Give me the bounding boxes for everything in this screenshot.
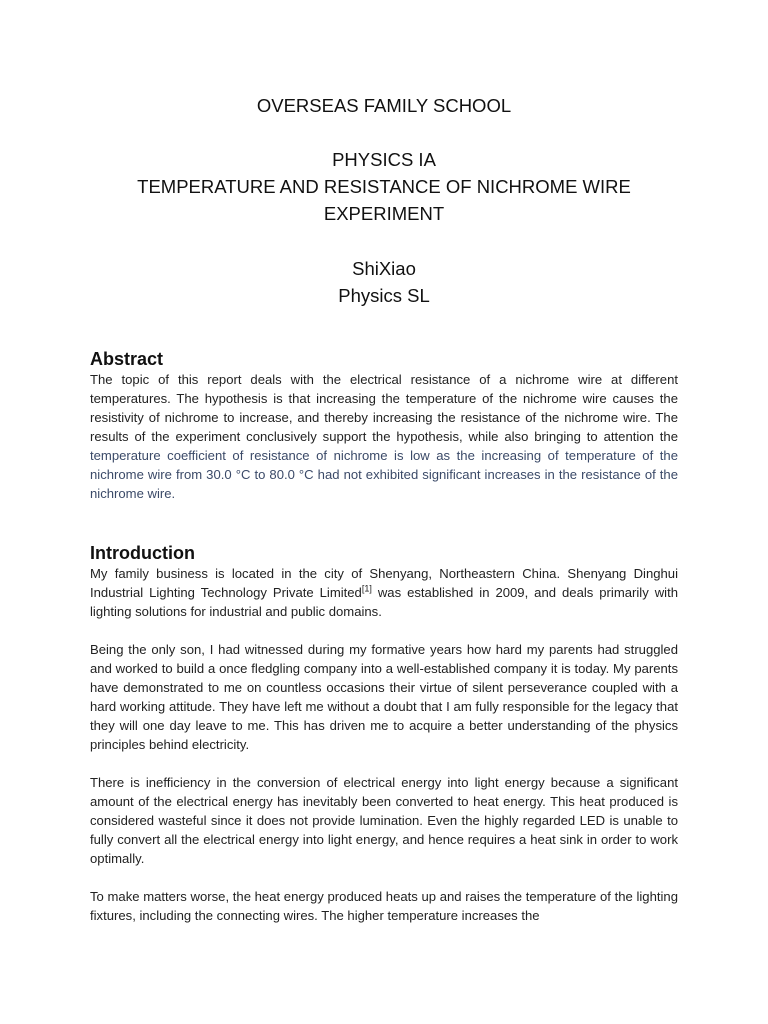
introduction-heading: Introduction — [90, 543, 195, 563]
abstract-paragraph — [90, 370, 678, 503]
abstract-heading: Abstract — [90, 349, 164, 369]
title-block — [90, 92, 678, 309]
reference-marker: [1] — [361, 583, 372, 594]
introduction-paragraph-3: There is inefficiency in the conversion of electrical energy into light energy because a significant amount of the electrical energy has inevitably been converted to heat energy. This heat produced is considered wasteful since it does not provide lumination. Even the highly regarded LED is unable to fully convert all the electrical energy into light energy, and hence requires a heat sink in order to work optimally. — [90, 775, 678, 866]
report-title-line-1: TEMPERATURE AND RESISTANCE OF NICHROME WIRE — [137, 176, 631, 197]
course-name: PHYSICS IA — [332, 149, 436, 170]
introduction-paragraph-4: To make matters worse, the heat energy produced heats up and raises the temperature of the lighting fixtures, including the connecting wires. The higher temperature increases the — [90, 889, 678, 923]
intro-p1-text-after: was established in 2009, and deals primarily with lighting solutions for industrial and public domains. — [90, 585, 678, 619]
report-title-line-2: EXPERIMENT — [323, 203, 445, 224]
introduction-paragraph-2: Being the only son, I had witnessed during my formative years how hard my parents had struggled and worked to build a once fledgling company into a well-established company it is today. My parents have demonstrated to me on countless occasions their virtue of silent perseverance coupled with a hard working attitude. They have left me without a doubt that I am fully responsible for the legacy that they will one day leave to me. This has driven me to acquire a better understanding of the physics principles behind electricity. — [90, 642, 678, 752]
abstract-highlighted-text: temperature coefficient of resistance of nichrome is low as the increasing of temperature of the nichrome wire from 30.0 °C to 80.0 °C had not exhibited significant increases in the resistance of the nichrome wire. — [90, 448, 678, 501]
school-name: OVERSEAS FAMILY SCHOOL — [256, 95, 512, 116]
introduction-paragraph-1 — [90, 564, 678, 621]
intro-p1-text-before: My family business is located in the city of Shenyang, Northeastern China. Shenyang Dinghui Industrial Lighting Technology Private Limited — [90, 566, 678, 600]
abstract-text: The topic of this report deals with the electrical resistance of a nichrome wire at different temperatures. The hypothesis is that increasing the temperature of the nichrome wire causes the resistivity of nichrome to increase, and thereby increasing the resistance of the nichrome wire. The results of the experiment conclusively support the hypothesis, while also bringing to attention the — [90, 372, 678, 444]
course-level: Physics SL — [338, 285, 430, 306]
author-name: ShiXiao — [352, 258, 416, 279]
